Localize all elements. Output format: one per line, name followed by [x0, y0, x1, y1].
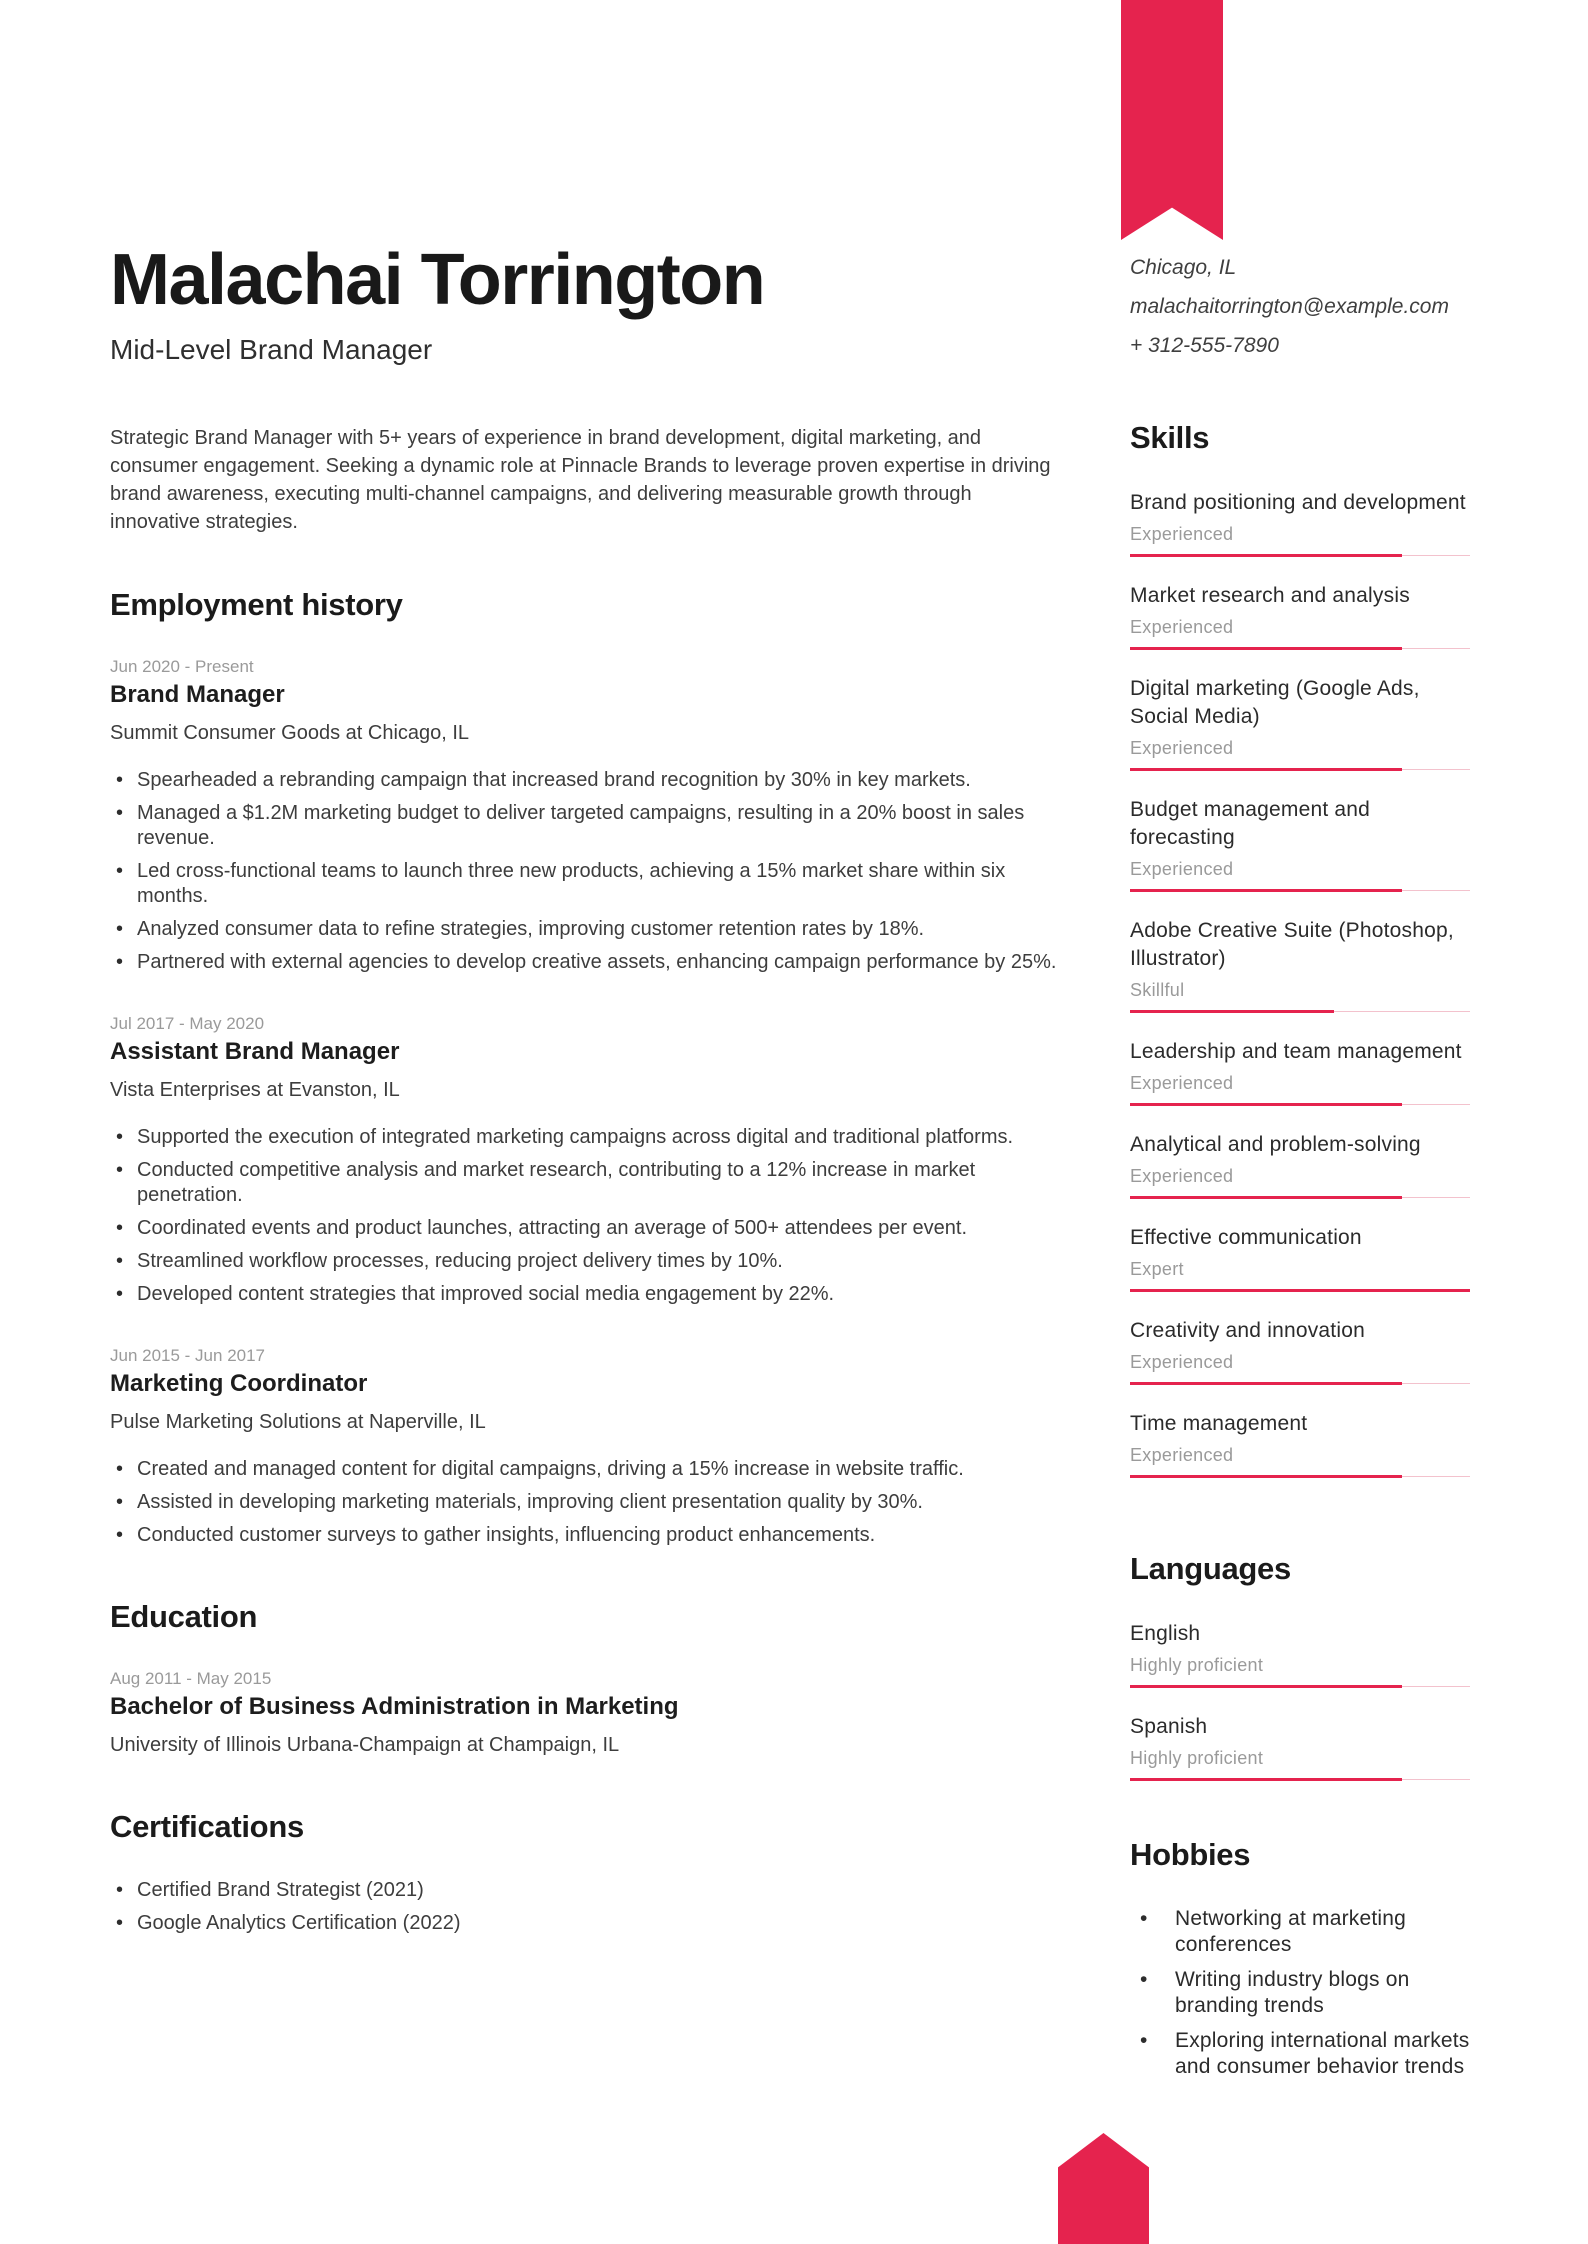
- job-dates: Jul 2017 - May 2020: [110, 1014, 265, 1033]
- job-bullet: • Supported the execution of integrated marketing campaigns across digital and traditional platforms.: [110, 1125, 1060, 1150]
- skill-name: Creativity and innovation: [1130, 1319, 1365, 1342]
- skill-name: Budget management and forecasting: [1130, 798, 1371, 849]
- section-certifications: [110, 1808, 1060, 1936]
- contact-location: Chicago, IL: [1130, 256, 1237, 279]
- contact-block: [1130, 248, 1475, 365]
- contact-email: malachaitorrington@example.com: [1130, 295, 1449, 318]
- section-skills: [1130, 419, 1475, 1478]
- job-bullet: • Led cross-functional teams to launch three new products, achieving a 15% market share within six months.: [110, 859, 1060, 909]
- job-bullet: • Spearheaded a rebranding campaign that increased brand recognition by 30% in key markets.: [110, 768, 1060, 793]
- section-education: [110, 1598, 1060, 1758]
- certification-item: • Certified Brand Strategist (2021): [110, 1878, 1060, 1903]
- job-bullet: • Created and managed content for digital campaigns, driving a 15% increase in website traffic.: [110, 1457, 1060, 1482]
- job-bullet: • Coordinated events and product launches, attracting an average of 500+ attendees per event.: [110, 1216, 1060, 1241]
- language-item: [1130, 1713, 1475, 1781]
- skill-item: [1130, 489, 1475, 557]
- skill-level: Experienced: [1130, 617, 1234, 637]
- candidate-name: Malachai Torrington: [110, 240, 765, 320]
- skill-progress-bar: [1130, 554, 1470, 557]
- hobby-item: • Networking at marketing conferences: [1130, 1906, 1475, 1958]
- language-level: Highly proficient: [1130, 1655, 1264, 1675]
- skill-level: Expert: [1130, 1259, 1184, 1279]
- section-heading-certifications: Certifications: [110, 1809, 304, 1844]
- job-title: Marketing Coordinator: [110, 1370, 368, 1397]
- skill-progress-fill: [1130, 1010, 1334, 1013]
- skill-progress-fill: [1130, 554, 1402, 557]
- skill-progress-fill: [1130, 889, 1402, 892]
- skill-progress-fill: [1130, 1196, 1402, 1199]
- job-company-location: Summit Consumer Goods at Chicago, IL: [110, 722, 470, 744]
- skill-item: [1130, 1317, 1475, 1385]
- job-bullet: • Assisted in developing marketing materials, improving client presentation quality by 30%.: [110, 1490, 1060, 1515]
- skill-level: Experienced: [1130, 859, 1234, 879]
- section-languages: [1130, 1550, 1475, 1781]
- main-column: [110, 0, 1060, 1944]
- education-dates: Aug 2011 - May 2015: [110, 1669, 272, 1688]
- education-list: [110, 1668, 1060, 1758]
- skill-item: [1130, 675, 1475, 771]
- profile-summary: Strategic Brand Manager with 5+ years of experience in brand development, digital marketing, and consumer engagement. Seeking a dynamic role at Pinnacle Brands to leverage proven expertise in driving brand awareness, executing multi-channel campaigns, and delivering measurable growth through innovative strategies.: [110, 427, 1051, 533]
- hobby-list: [1130, 1906, 1475, 2080]
- skill-level: Experienced: [1130, 1166, 1234, 1186]
- job-title: Brand Manager: [110, 681, 285, 708]
- skill-progress-bar: [1130, 647, 1470, 650]
- job-dates: Jun 2020 - Present: [110, 657, 254, 676]
- skill-progress-fill: [1130, 1103, 1402, 1106]
- job-company-location: Vista Enterprises at Evanston, IL: [110, 1079, 400, 1101]
- skill-progress-fill: [1130, 1289, 1470, 1292]
- job-bullet: • Analyzed consumer data to refine strategies, improving customer retention rates by 18%.: [110, 917, 1060, 942]
- contact-phone: + 312-555-7890: [1130, 334, 1279, 357]
- language-level: Highly proficient: [1130, 1748, 1264, 1768]
- section-heading-languages: Languages: [1130, 1551, 1291, 1586]
- education-school: University of Illinois Urbana-Champaign at Champaign, IL: [110, 1734, 620, 1756]
- resume-header: [110, 240, 1060, 368]
- language-progress-fill: [1130, 1685, 1402, 1688]
- section-heading-hobbies: Hobbies: [1130, 1837, 1251, 1872]
- skill-progress-fill: [1130, 768, 1402, 771]
- skill-progress-fill: [1130, 1475, 1402, 1478]
- job-title: Assistant Brand Manager: [110, 1038, 400, 1065]
- skill-progress-bar: [1130, 1103, 1470, 1106]
- skill-name: Digital marketing (Google Ads, Social Media): [1130, 677, 1420, 728]
- sidebar-column: [1130, 0, 1475, 2089]
- hobby-item: • Writing industry blogs on branding trends: [1130, 1967, 1475, 2019]
- section-heading-skills: Skills: [1130, 420, 1210, 455]
- job-bullet: • Conducted competitive analysis and market research, contributing to a 12% increase in market penetration.: [110, 1158, 1060, 1208]
- language-list: [1130, 1620, 1475, 1781]
- job-bullet-list: [110, 1125, 1060, 1307]
- job-entry: [110, 1345, 1060, 1548]
- job-bullet: • Streamlined workflow processes, reducing project delivery times by 10%.: [110, 1249, 1060, 1274]
- job-bullet: • Partnered with external agencies to develop creative assets, enhancing campaign performance by 25%.: [110, 950, 1060, 975]
- skill-progress-bar: [1130, 768, 1470, 771]
- skill-name: Analytical and problem-solving: [1130, 1133, 1421, 1156]
- section-heading-employment: Employment history: [110, 587, 403, 622]
- skill-level: Experienced: [1130, 1352, 1234, 1372]
- hobby-item: • Exploring international markets and consumer behavior trends: [1130, 2028, 1475, 2080]
- job-bullet-list: [110, 1457, 1060, 1548]
- skill-name: Brand positioning and development: [1130, 491, 1466, 514]
- skill-level: Experienced: [1130, 738, 1234, 758]
- skill-level: Experienced: [1130, 1073, 1234, 1093]
- language-progress-bar: [1130, 1685, 1470, 1688]
- section-hobbies: [1130, 1836, 1475, 2080]
- skill-item: [1130, 1410, 1475, 1478]
- skill-item: [1130, 917, 1475, 1013]
- certification-list: [110, 1878, 1060, 1936]
- skill-item: [1130, 582, 1475, 650]
- job-dates: Jun 2015 - Jun 2017: [110, 1346, 266, 1365]
- skill-progress-bar: [1130, 1010, 1470, 1013]
- language-name: English: [1130, 1622, 1201, 1645]
- skill-item: [1130, 1131, 1475, 1199]
- job-list: [110, 656, 1060, 1548]
- job-bullet: • Managed a $1.2M marketing budget to deliver targeted campaigns, resulting in a 20% boost in sales revenue.: [110, 801, 1060, 851]
- skill-name: Market research and analysis: [1130, 584, 1410, 607]
- section-heading-education: Education: [110, 1599, 258, 1634]
- language-progress-fill: [1130, 1778, 1402, 1781]
- bottom-pentagon-accent: [1058, 2133, 1149, 2244]
- job-company-location: Pulse Marketing Solutions at Naperville, IL: [110, 1411, 486, 1433]
- job-bullet: • Conducted customer surveys to gather insights, influencing product enhancements.: [110, 1523, 1060, 1548]
- section-employment: [110, 586, 1060, 1548]
- education-degree: Bachelor of Business Administration in Marketing: [110, 1693, 679, 1720]
- skill-item: [1130, 796, 1475, 892]
- skill-name: Effective communication: [1130, 1226, 1362, 1249]
- skill-item: [1130, 1224, 1475, 1292]
- language-name: Spanish: [1130, 1715, 1208, 1738]
- skill-list: [1130, 489, 1475, 1478]
- job-bullet: • Developed content strategies that improved social media engagement by 22%.: [110, 1282, 1060, 1307]
- skill-name: Adobe Creative Suite (Photoshop, Illustrator): [1130, 919, 1454, 970]
- skill-name: Time management: [1130, 1412, 1308, 1435]
- job-entry: [110, 1013, 1060, 1307]
- skill-level: Experienced: [1130, 524, 1234, 544]
- skill-item: [1130, 1038, 1475, 1106]
- skill-progress-fill: [1130, 647, 1402, 650]
- skill-progress-bar: [1130, 1475, 1470, 1478]
- certification-item: • Google Analytics Certification (2022): [110, 1911, 1060, 1936]
- job-bullet-list: [110, 768, 1060, 975]
- skill-progress-fill: [1130, 1382, 1402, 1385]
- skill-progress-bar: [1130, 1289, 1470, 1292]
- skill-progress-bar: [1130, 1196, 1470, 1199]
- candidate-title: Mid-Level Brand Manager: [110, 334, 433, 365]
- skill-progress-bar: [1130, 889, 1470, 892]
- language-item: [1130, 1620, 1475, 1688]
- education-entry: [110, 1668, 1060, 1758]
- skill-name: Leadership and team management: [1130, 1040, 1462, 1063]
- language-progress-bar: [1130, 1778, 1470, 1781]
- skill-progress-bar: [1130, 1382, 1470, 1385]
- job-entry: [110, 656, 1060, 975]
- skill-level: Skillful: [1130, 980, 1185, 1000]
- skill-level: Experienced: [1130, 1445, 1234, 1465]
